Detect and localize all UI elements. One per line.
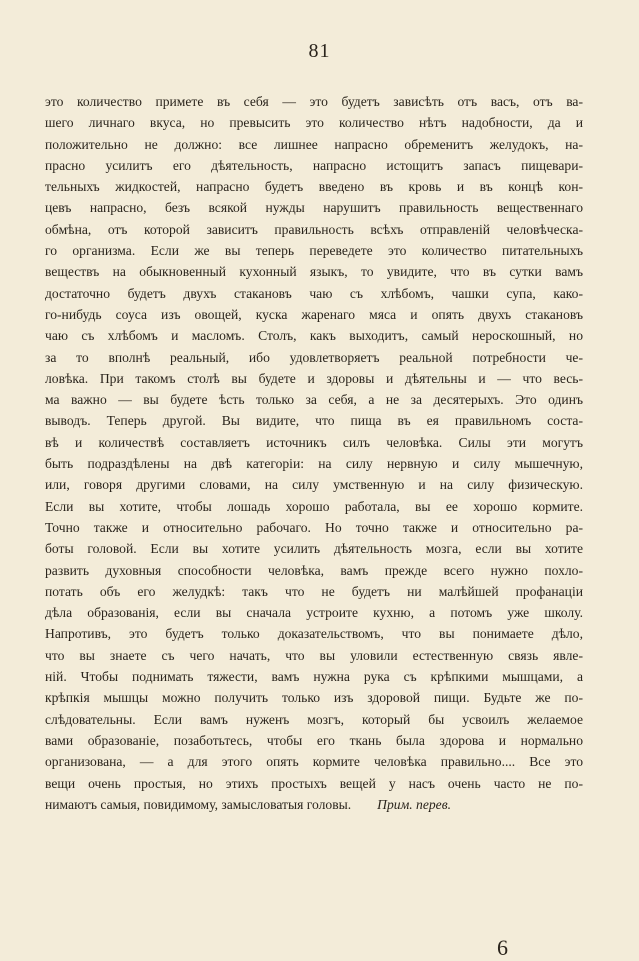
text-line: ловѣка. При такомъ столѣ вы будете и здоровы и дѣятельны и — что весь- [45,370,583,386]
text-line: шего личнаго вкуса, но превысить это количество нѣтъ надобности, да и [45,115,583,131]
text-line: Если вы хотите, чтобы лошадь хорошо работала, вы ее хорошо кормите. [45,498,583,514]
text-line: что вы знаете съ чего начать, что вы уловили естественную связь явле- [45,647,583,663]
text-line: организована, — а для этого опять кормите человѣка правильно.... Все это [45,754,583,770]
text-line: прасно усилитъ его дѣятельность, напрасно истощитъ запасъ пищевари- [45,157,583,173]
text-line: цевъ напрасно, безъ всякой нужды нарушитъ правильность вещественнаго [45,200,583,216]
text-line: чаю съ хлѣбомъ и масломъ. Столъ, какъ выходитъ, самый нероскошный, но [45,328,583,344]
text-line: потать объ его желудкѣ: такъ что не будетъ ни малѣйшей профанаціи [45,583,583,599]
text-line: го организма. Если же вы теперь переведете это количество питательныхъ [45,243,583,259]
text-line: вещи очень простыя, но этихъ простыхъ вещей у насъ очень часто не по- [45,775,583,791]
text-line-last [45,794,583,815]
text-line: ній. Чтобы поднимать тяжести, вамъ нужна рука съ крѣпкими мышцами, а [45,669,583,685]
text-line: развить духовныя способности человѣка, вамъ прежде всего нужно похло- [45,562,583,578]
body-text [45,91,583,815]
page-number: 81 [308,40,331,62]
text-line: слѣдовательны. Если вамъ нуженъ мозгъ, который бы усвоилъ желаемое [45,711,583,727]
text-line: дѣла образованія, если вы сначала устроите кухню, а потомъ уже школу. [45,605,583,621]
translator-note-mark: Прим. перев. [377,796,452,812]
signature-mark: 6 [497,935,508,960]
text-line: за то вполнѣ реальный, ибо удовлетворяетъ реальной потребности че- [45,349,583,365]
text-line: вѣ и количествѣ составляетъ источникъ силъ человѣка. Силы эти могутъ [45,434,583,450]
text-line: это количество примете въ себя — это будетъ зависѣть отъ васъ, отъ ва- [45,94,583,109]
text-line: крѣпкія мышцы можно получить только изъ здоровой пищи. Будьте же по- [45,690,583,706]
text-line: тельныхъ жидкостей, напрасно будетъ введено въ кровь и въ концѣ кон- [45,179,583,195]
text-line: выводъ. Теперь другой. Вы видите, что пища въ ея правильномъ соста- [45,413,583,429]
text-line: обмѣна, отъ которой зависитъ правильность всѣхъ отправленій человѣческа- [45,221,583,237]
text-line-content: нимаютъ самыя, повидимому, замысловатыя головы. [45,796,352,812]
text-line: Точно также и относительно рабочаго. Но точно также и относительно ра- [45,519,583,535]
text-line: веществъ на обыкновенный кухонный языкъ, то увидите, что въ сутки вамъ [45,264,583,280]
text-line: достаточно будетъ двухъ стакановъ чаю съ хлѣбомъ, чашки супа, како- [45,285,583,301]
text-line: вами образованіе, позаботьтесь, чтобы его ткань была здорова и нормально [45,732,583,748]
text-line: Напротивъ, это будетъ только доказательствомъ, что вы понимаете дѣло, [45,626,583,642]
text-line: ма важно — вы будете ѣсть только за себя, а не за десятерыхъ. Это одинъ [45,392,583,408]
text-line: го-нибудь соуса изъ овощей, куска жаренаго мяса и опять двухъ стакановъ [45,306,583,322]
text-line: боты головой. Если вы хотите усилить дѣятельность мозга, если вы хотите [45,541,583,557]
text-line: быть подраздѣлены на двѣ категоріи: на силу нервную и силу мышечную, [45,456,583,472]
text-line: или, говоря другими словами, на силу умственную и на силу физическую. [45,477,583,493]
text-line: положительно не должно: все лишнее напрасно обременитъ желудокъ, на- [45,136,583,152]
